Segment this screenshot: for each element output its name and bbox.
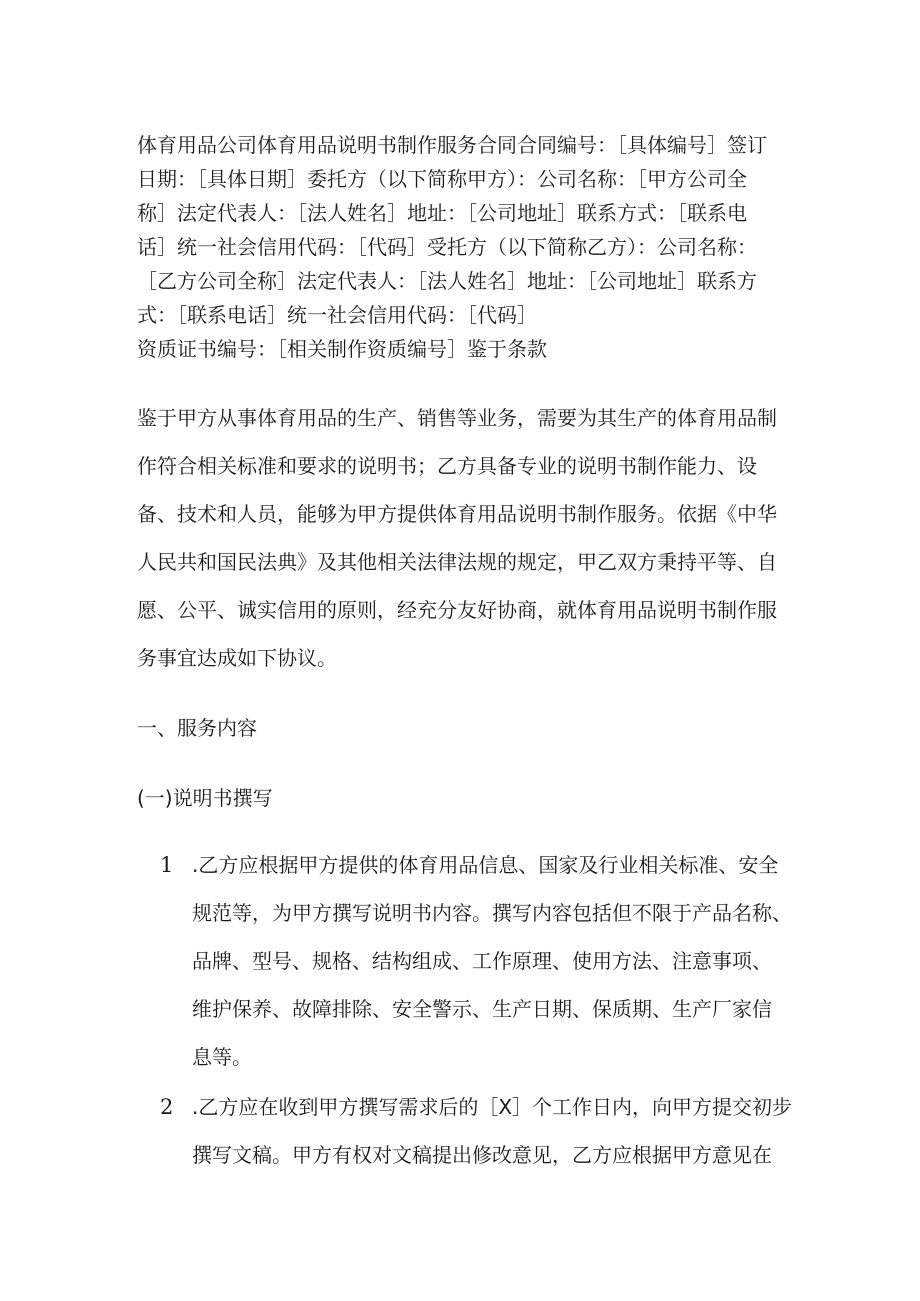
preamble-line: 务事宜达成如下协议。 (137, 646, 337, 670)
clause-line: .乙方应在收到甲方撰写需求后的［X］个工作日内，向甲方提交初步 (192, 1095, 793, 1119)
header-line: 体育用品公司体育用品说明书制作服务合同合同编号：［具体编号］签订 (137, 133, 767, 157)
clause-line: .乙方应根据甲方提供的体育用品信息、国家及行业相关标准、安全 (192, 853, 779, 877)
header-line: ［乙方公司全称］法定代表人：［法人姓名］地址：［公司地址］联系方 (137, 269, 757, 293)
header-line: 称］法定代表人：［法人姓名］地址：［公司地址］联系方式：［联系电 (137, 201, 747, 225)
clause-line: 撰写文稿。甲方有权对文稿提出修改意见，乙方应根据甲方意见在 (192, 1143, 772, 1167)
preamble-line: 备、技术和人员，能够为甲方提供体育用品说明书制作服务。依据《中华 (137, 502, 777, 526)
clause-number: 1 (160, 853, 174, 877)
header-line: 式：［联系电话］统一社会信用代码：［代码］ (137, 303, 537, 327)
subsection-heading: (一)说明书撰写 (137, 786, 273, 810)
preamble-line: 愿、公平、诚实信用的原则，经充分友好协商，就体育用品说明书制作服 (137, 598, 777, 622)
preamble-line: 鉴于甲方从事体育用品的生产、销售等业务，需要为其生产的体育用品制 (137, 406, 777, 430)
preamble-line: 作符合相关标准和要求的说明书；乙方具备专业的说明书制作能力、设 (137, 454, 757, 478)
clause-line: 维护保养、故障排除、安全警示、生产日期、保质期、生产厂家信 (192, 997, 772, 1021)
preamble-paragraph (137, 394, 787, 682)
section-heading: 一、服务内容 (137, 716, 257, 740)
preamble-line: 人民共和国民法典》及其他相关法律法规的规定，甲乙双方秉持平等、自 (137, 550, 777, 574)
clause-text (192, 841, 792, 1081)
clause-line: 息等。 (192, 1045, 252, 1069)
contract-header (137, 128, 787, 366)
header-line: 日期：［具体日期］委托方（以下简称甲方）：公司名称：［甲方公司全 (137, 167, 747, 191)
header-line: 话］统一社会信用代码：［代码］受托方（以下简称乙方）：公司名称： (137, 235, 757, 259)
header-line: 资质证书编号：［相关制作资质编号］鉴于条款 (137, 337, 547, 361)
clause-text (192, 1083, 792, 1179)
clause-line: 品牌、型号、规格、结构组成、工作原理、使用方法、注意事项、 (192, 949, 772, 973)
clause-number: 2 (160, 1095, 174, 1119)
clause-line: 规范等，为甲方撰写说明书内容。撰写内容包括但不限于产品名称、 (192, 901, 792, 925)
